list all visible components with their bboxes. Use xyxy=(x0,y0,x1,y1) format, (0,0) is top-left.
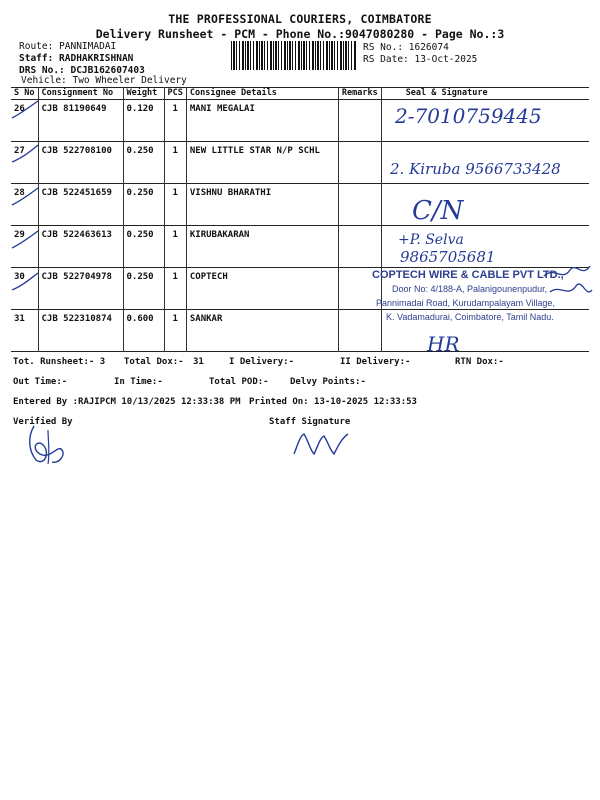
col-seal-signature: Seal & Signature xyxy=(405,88,488,98)
cell-consignee: COPTECH xyxy=(186,268,338,310)
col-consignee: Consignee Details xyxy=(186,88,338,100)
cell-consignment: CJB 522463613 xyxy=(38,226,123,268)
staff-signature-label: Staff Signature xyxy=(269,417,351,427)
table-row xyxy=(11,184,589,226)
handwritten-name-row29: +P. Selva xyxy=(398,232,464,248)
cell-sno: 26 xyxy=(11,100,38,142)
cell-consignee: MANI MEGALAI xyxy=(186,100,338,142)
table-row xyxy=(11,226,589,268)
cell-pcs: 1 xyxy=(164,310,186,352)
total-dox-label: Total Dox:- xyxy=(124,357,184,367)
handwritten-phone-row29: 9865705681 xyxy=(400,248,496,266)
rs-date: RS Date: 13-Oct-2025 xyxy=(363,54,478,65)
cell-sno: 30 xyxy=(11,268,38,310)
stamp-address-line3: K. Vadamadurai, Coimbatore, Tamil Nadu. xyxy=(386,312,554,322)
cell-consignment: CJB 81190649 xyxy=(38,100,123,142)
cell-consignment: CJB 522704978 xyxy=(38,268,123,310)
out-time-label: Out Time:- xyxy=(13,377,68,387)
cell-weight: 0.120 xyxy=(123,100,164,142)
cell-sno: 27 xyxy=(11,142,38,184)
staff-signature-mark xyxy=(290,426,360,462)
cell-pcs: 1 xyxy=(164,268,186,310)
cell-sno: 28 xyxy=(11,184,38,226)
i-delivery-label: I Delivery:- xyxy=(229,357,295,367)
cell-consignee: SANKAR xyxy=(186,310,338,352)
verified-by-signature xyxy=(22,420,72,470)
cell-consignment: CJB 522708100 xyxy=(38,142,123,184)
cell-weight: 0.600 xyxy=(123,310,164,352)
handwritten-cn-row28: C/N xyxy=(412,196,464,226)
tot-runsheet: Tot. Runsheet:- 3 xyxy=(13,357,106,367)
stamp-address-line1: Door No: 4/188-A, Palanigounenpudur, xyxy=(392,284,548,294)
stamp-address-line2: Pannimadai Road, Kurudampalayam Village, xyxy=(376,298,555,308)
verified-by-label: Verified By xyxy=(13,417,73,427)
handwritten-name-row27: 2. Kiruba 9566733428 xyxy=(390,160,561,178)
cell-weight: 0.250 xyxy=(123,142,164,184)
cell-weight: 0.250 xyxy=(123,184,164,226)
cell-weight: 0.250 xyxy=(123,226,164,268)
cell-remarks xyxy=(338,142,381,184)
handwritten-phone-row26: 2-7010759445 xyxy=(395,104,542,128)
cell-consignee: VISHNU BHARATHI xyxy=(186,184,338,226)
table-header-row xyxy=(11,88,589,100)
cell-remarks xyxy=(338,100,381,142)
cell-pcs: 1 xyxy=(164,226,186,268)
cell-pcs: 1 xyxy=(164,184,186,226)
total-dox-value: 31 xyxy=(193,357,204,367)
ii-delivery-label: II Delivery:- xyxy=(340,357,411,367)
in-time-label: In Time:- xyxy=(114,377,163,387)
handwritten-initials: HR xyxy=(427,332,460,356)
company-title: THE PROFESSIONAL COURIERS, COIMBATORE xyxy=(168,12,432,26)
col-pcs: PCS xyxy=(164,88,186,100)
drs-number: DRS No.: DCJB162607403 xyxy=(19,65,145,76)
rtn-dox-label: RTN Dox:- xyxy=(455,357,504,367)
cell-weight: 0.250 xyxy=(123,268,164,310)
entered-by: Entered By :RAJIPCM 10/13/2025 12:33:38 PM xyxy=(13,397,241,407)
col-consignment: Consignment No xyxy=(38,88,123,100)
vehicle-label: Vehicle: Two Wheeler Delivery xyxy=(21,75,187,86)
col-sno: S No xyxy=(11,88,38,100)
total-pod-label: Total POD:- xyxy=(209,377,269,387)
cell-consignment: CJB 522310874 xyxy=(38,310,123,352)
col-remarks: Remarks xyxy=(338,88,381,100)
cell-sno: 29 xyxy=(11,226,38,268)
runsheet-subtitle: Delivery Runsheet - PCM - Phone No.:9047080280 - Page No.:3 xyxy=(95,27,505,41)
col-weight: Weight xyxy=(123,88,164,100)
stamp-company-name: COPTECH WIRE & CABLE PVT LTD., xyxy=(372,269,564,281)
cell-remarks xyxy=(338,184,381,226)
route-label: Route: PANNIMADAI xyxy=(19,41,117,52)
delvy-points-label: Delvy Points:- xyxy=(290,377,366,387)
staff-label: Staff: RADHAKRISHNAN xyxy=(19,53,134,64)
cell-pcs: 1 xyxy=(164,142,186,184)
cell-consignment: CJB 522451659 xyxy=(38,184,123,226)
stamp-signature-scribble xyxy=(540,258,595,308)
cell-pcs: 1 xyxy=(164,100,186,142)
cell-consignee: KIRUBAKARAN xyxy=(186,226,338,268)
cell-consignee: NEW LITTLE STAR N/P SCHL xyxy=(186,142,338,184)
rs-number: RS No.: 1626074 xyxy=(363,42,449,53)
printed-on: Printed On: 13-10-2025 12:33:53 xyxy=(249,397,417,407)
barcode xyxy=(231,41,357,70)
cell-sno: 31 xyxy=(11,310,38,352)
cell-remarks xyxy=(338,226,381,268)
